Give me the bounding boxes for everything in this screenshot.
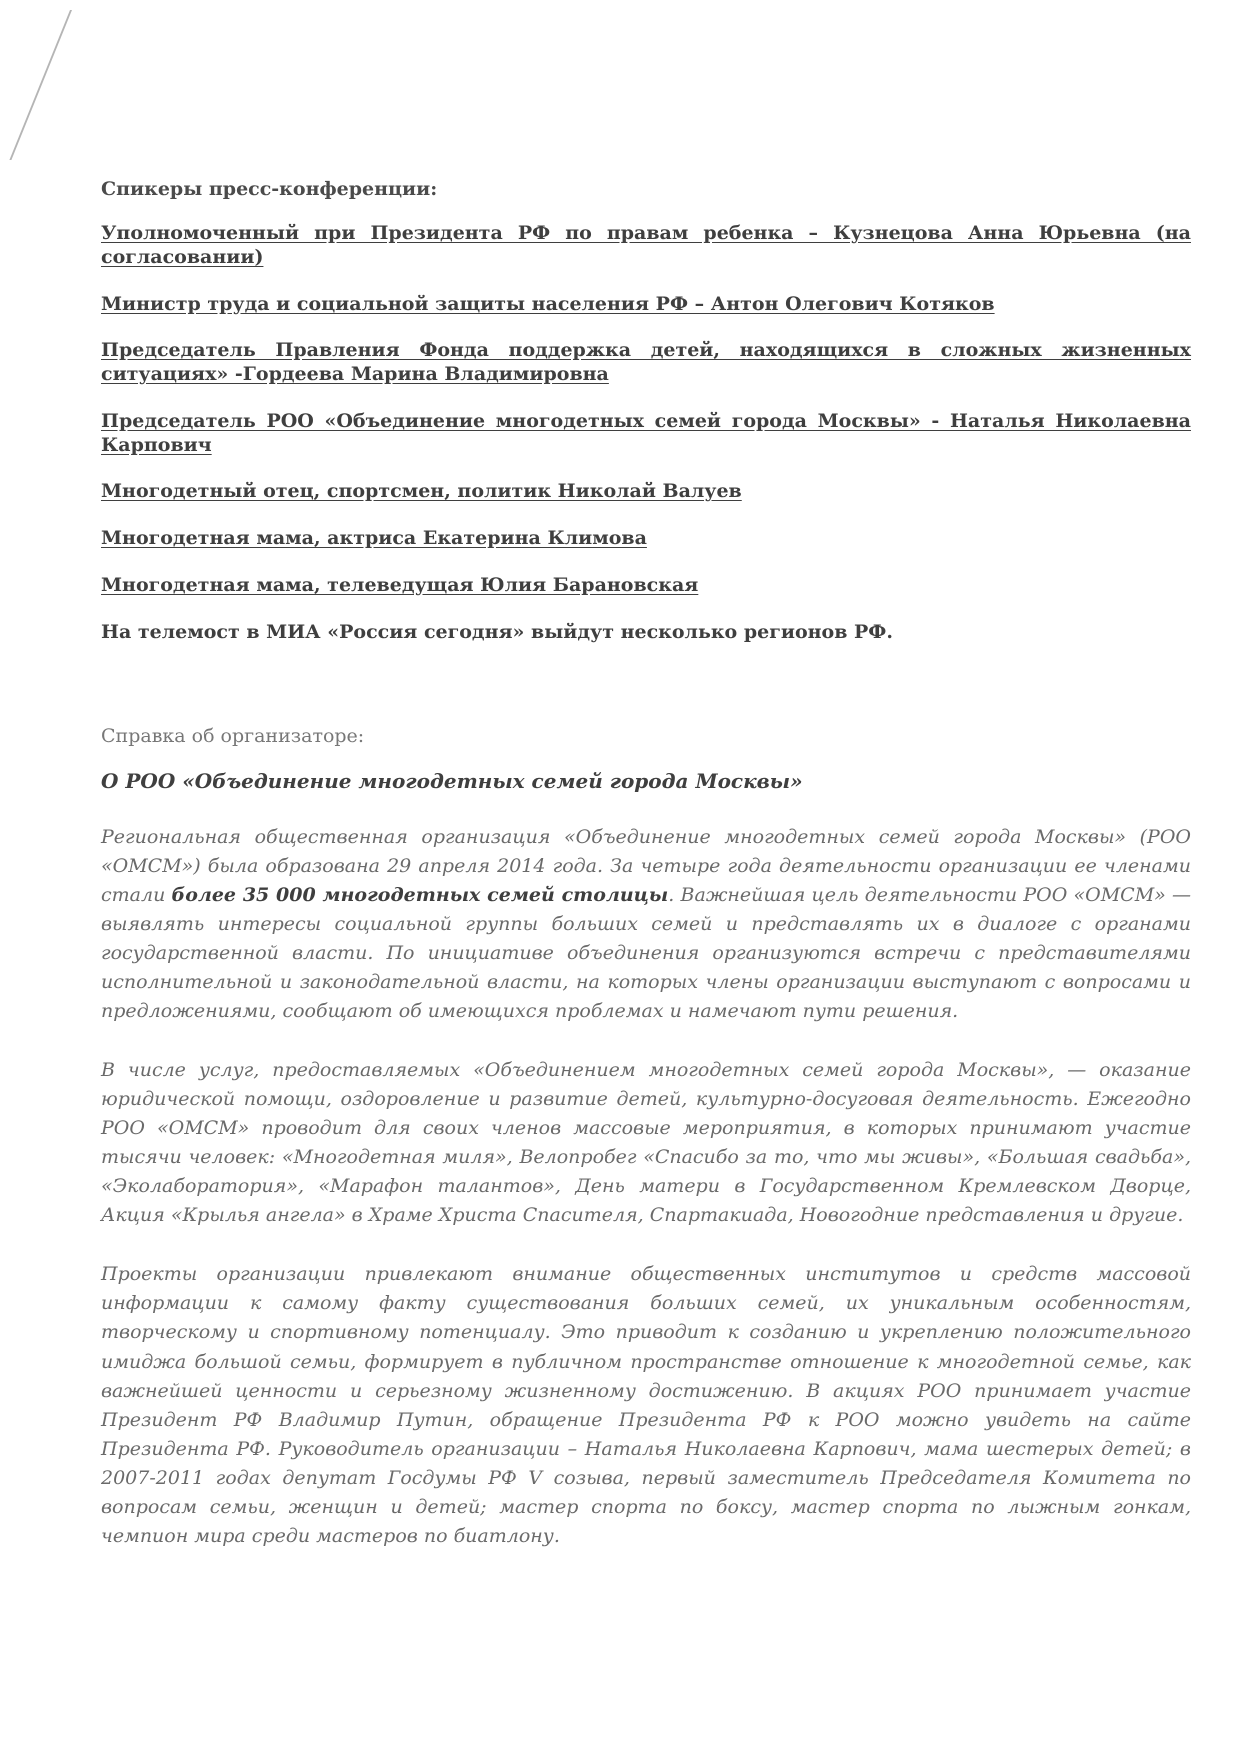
speaker-line: Председатель РОО «Объединение многодетных семей города Москвы» - Наталья Николаевна Карпович xyxy=(101,409,1191,456)
speaker-line: Многодетная мама, телеведущая Юлия Барановская xyxy=(101,573,699,596)
telemost-note: На телемост в МИА «Россия сегодня» выйдут несколько регионов РФ. xyxy=(101,620,893,643)
speaker-line: Многодетная мама, актриса Екатерина Климова xyxy=(101,527,647,549)
highlight-text: более 35 000 многодетных семей столицы xyxy=(171,883,669,906)
paragraph-services: В числе услуг, предоставляемых «Объединением многодетных семей города Москвы», — оказание юридической помощи, оздоровление и развитие детей, культурно-досуговая деятельность. Ежегодно РОО «ОМСМ» проводит для своих членов массовые мероприятия, в которых принимают участие тысячи человек: «Многодетная миля», Велопробег «Спасибо за то, что мы живы», «Большая свадьба», «Эколаборатория», «Марафон талантов», День матери в Государственном Кремлевском Дворце, Акция «Крылья ангела» в Храме Христа Спасителя, Спартакиада, Новогодние представления и другие. xyxy=(101,1058,1191,1227)
paragraph-projects: Проекты организации привлекают внимание общественных институтов и средств массовой информации к самому факту существования больших семей, их уникальным особенностям, творческому и спортивному потенциалу. Это приводит к созданию и укреплению положительного имиджа большой семьи, формирует в публичном пространстве отношение к многодетной семье, как важнейшей ценности и серьезному жизненному достижению. В акциях РОО принимает участие Президент РФ Владимир Путин, обращение Президента РФ к РОО можно увидеть на сайте Президента РФ. Руководитель организации – Наталья Николаевна Карпович, мама шестерых детей; в 2007-2011 годах депутат Госдумы РФ V созыва, первый заместитель Председателя Комитета по вопросам семьи, женщин и детей; мастер спорта по боксу, мастер спорта по лыжным гонкам, чемпион мира среди мастеров по биатлону. xyxy=(101,1263,1191,1547)
speaker-line: Уполномоченный при Президента РФ по правам ребенка – Кузнецова Анна Юрьевна (на согласовании) xyxy=(101,222,1191,268)
document-body xyxy=(101,178,1191,1581)
speakers-heading: Спикеры пресс-конференции: xyxy=(101,178,438,200)
paragraph-text: Региональная общественная организация «Объединение многодетных семей города Москвы» (РОО «ОМСМ») была образована 29 апреля 2014 года. За четыре года деятельности организации ее членами стали xyxy=(101,825,1191,906)
scan-artifact-line xyxy=(9,10,132,160)
paragraph-about xyxy=(101,823,1191,1026)
organizer-heading: Справка об организаторе: xyxy=(101,724,365,747)
speaker-line: Председатель Правления Фонда поддержка детей, находящихся в сложных жизненных ситуациях» -Гордеева Марина Владимировна xyxy=(101,339,1191,385)
speaker-line: Министр труда и социальной защиты населения РФ – Антон Олегович Котяков xyxy=(101,292,995,315)
speaker-line: Многодетный отец, спортсмен, политик Николай Валуев xyxy=(101,480,742,503)
paragraph-text: . Важнейшая цель деятельности РОО «ОМСМ» — выявлять интересы социальной группы больших семей и представлять их в диалоге с органами государственной власти. По инициативе объединения организуются встречи с представителями исполнительной и законодательной власти, на которых члены организации выступают с вопросами и предложениями, сообщают об имеющихся проблемах и намечают пути решения. xyxy=(101,883,1191,1022)
organization-title: О РОО «Объединение многодетных семей города Москвы» xyxy=(101,768,803,793)
